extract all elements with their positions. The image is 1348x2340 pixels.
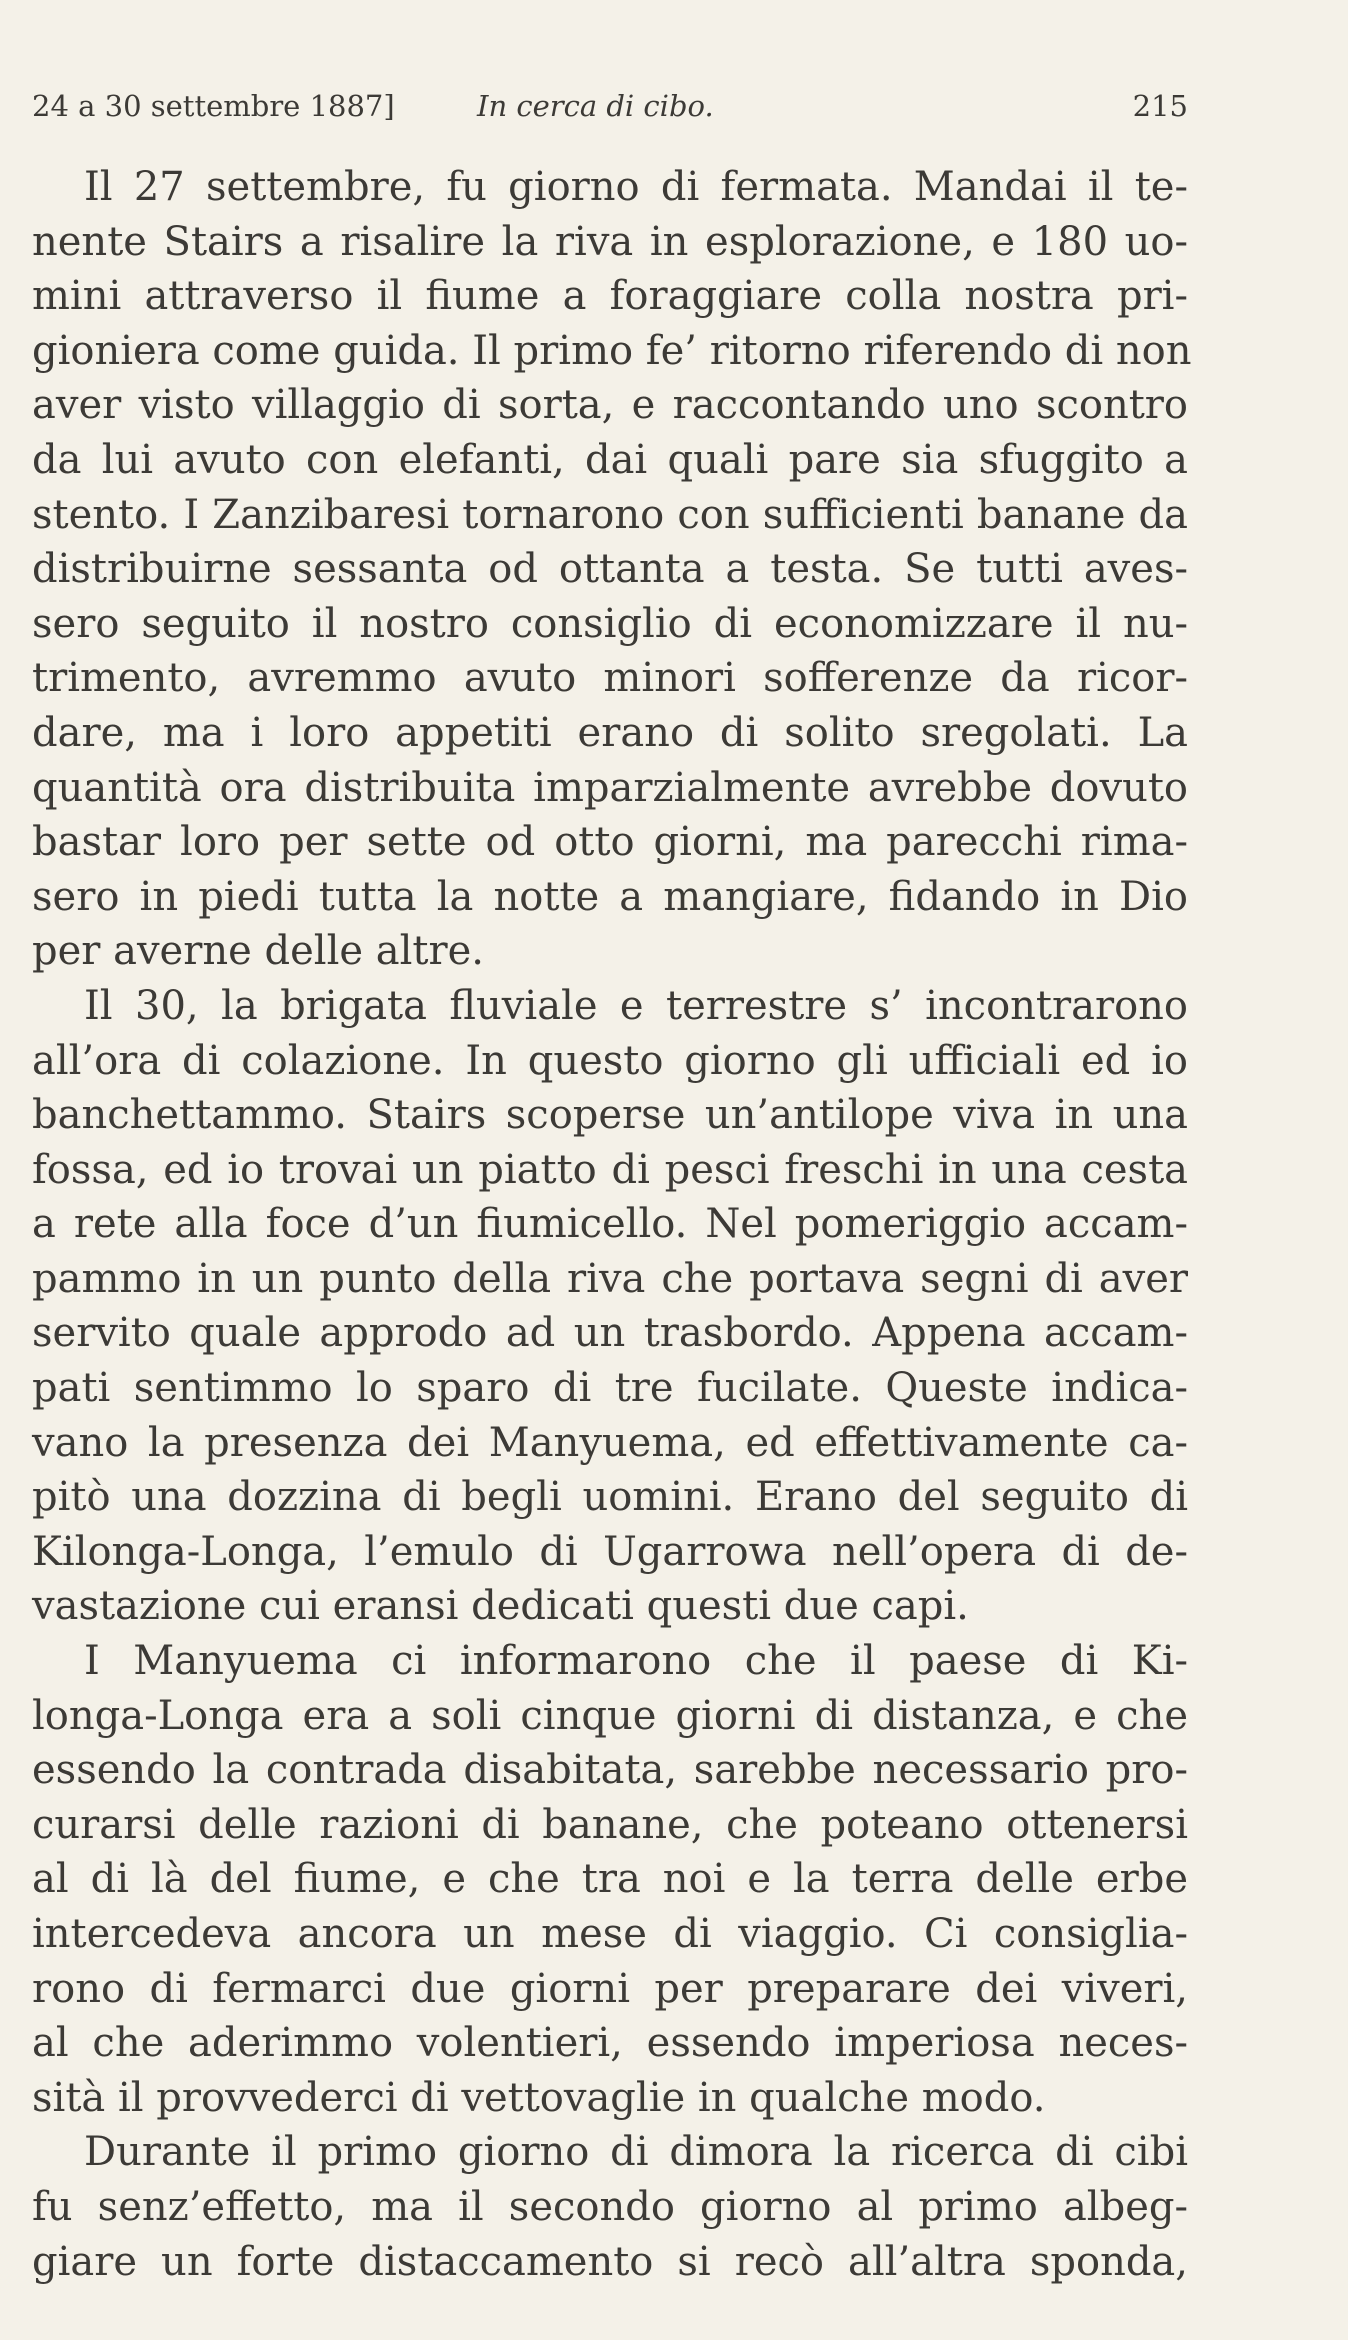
text-line: rono di fermarci due giorni per preparare dei viveri, [32, 1965, 1188, 2012]
text-line: all’ora di colazione. In questo giorno gli ufficiali ed io [32, 1037, 1188, 1084]
text-line: per averne delle altre. [32, 928, 484, 975]
text-line: giare un forte distaccamento si recò all’altra sponda, [32, 2238, 1188, 2285]
text-line: fossa, ed io trovai un piatto di pesci freschi in una cesta [32, 1146, 1188, 1193]
text-line: gioniera come guida. Il primo fe’ ritorno riferendo di non [32, 327, 1192, 374]
text-line: quantità ora distribuita imparzialmente avrebbe dovuto [32, 764, 1188, 811]
text-line: Il 27 settembre, fu giorno di fermata. Mandai il te- [84, 164, 1188, 210]
text-line: Kilonga-Longa, l’emulo di Ugarrowa nell’opera di de- [32, 1528, 1188, 1575]
text-line: Durante il primo giorno di dimora la ricerca di cibi [84, 2129, 1188, 2176]
text-line: vastazione cui eransi dedicati questi due capi. [32, 1583, 969, 1630]
text-line: curarsi delle razioni di banane, che poteano ottenersi [32, 1801, 1188, 1848]
text-line: al di là del fiume, e che tra noi e la terra delle erbe [32, 1856, 1188, 1903]
text-line: I Manyuema ci informarono che il paese di Ki- [84, 1638, 1188, 1685]
page-number: 215 [1132, 89, 1188, 123]
running-head [32, 86, 1188, 126]
text-line: al che aderimmo volentieri, essendo imperiosa neces- [32, 2020, 1188, 2067]
text-line: nente Stairs a risalire la riva in esplorazione, e 180 uo- [32, 218, 1188, 265]
text-line: stento. I Zanzibaresi tornarono con sufficienti banane da [32, 491, 1188, 538]
text-line: distribuirne sessanta od ottanta a testa. Se tutti aves- [32, 546, 1188, 593]
text-line: sità il provvederci di vettovaglie in qualche modo. [32, 2074, 1046, 2121]
text-line: servito quale approdo ad un trasbordo. Appena accam- [32, 1310, 1188, 1357]
text-line: fu senz’effetto, ma il secondo giorno al primo albeg- [32, 2183, 1188, 2230]
text-line: a rete alla foce d’un fiumicello. Nel pomeriggio accam- [32, 1201, 1188, 1248]
text-line: longa-Longa era a soli cinque giorni di distanza, e che [32, 1692, 1188, 1739]
text-line: essendo la contrada disabitata, sarebbe necessario pro- [32, 1747, 1188, 1794]
text-line: trimento, avremmo avuto minori sofferenze da ricor- [32, 655, 1188, 702]
text-line: sero seguito il nostro consiglio di economizzare il nu- [32, 600, 1188, 647]
text-line: sero in piedi tutta la notte a mangiare, fidando in Dio [32, 873, 1188, 920]
text-line: pammo in un punto della riva che portava segni di aver [32, 1255, 1188, 1302]
running-head-dates: 24 a 30 settembre 1887] [32, 89, 395, 123]
text-line: da lui avuto con elefanti, dai quali pare sia sfuggito a [32, 436, 1188, 483]
running-head-title: In cerca di cibo. [477, 89, 714, 123]
text-line: aver visto villaggio di sorta, e raccontando uno scontro [32, 382, 1188, 429]
text-line: dare, ma i loro appetiti erano di solito sregolati. La [32, 709, 1188, 756]
text-line: banchettammo. Stairs scoperse un’antilope viva in una [32, 1092, 1188, 1139]
text-line: mini attraverso il fiume a foraggiare colla nostra pri- [32, 273, 1188, 320]
text-line: bastar loro per sette od otto giorni, ma parecchi rima- [32, 819, 1188, 866]
text-line: pitò una dozzina di begli uomini. Erano del seguito di [32, 1474, 1188, 1521]
text-line: vano la presenza dei Manyuema, ed effettivamente ca- [32, 1419, 1188, 1466]
text-line: Il 30, la brigata fluviale e terrestre s’ incontrarono [84, 982, 1188, 1029]
body-text [32, 160, 1192, 2289]
text-line: intercedeva ancora un mese di viaggio. Ci consiglia- [32, 1911, 1188, 1957]
text-line: pati sentimmo lo sparo di tre fucilate. Queste indica- [32, 1365, 1188, 1412]
